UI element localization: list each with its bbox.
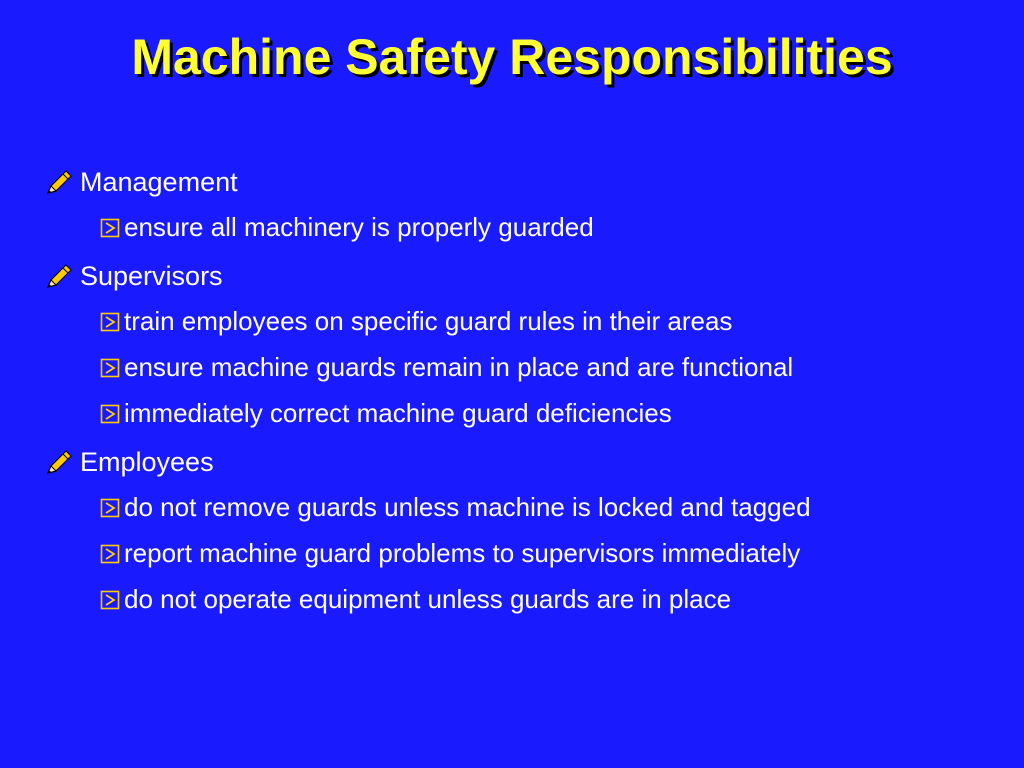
arrow-box-icon <box>100 218 120 238</box>
bullet-text: immediately correct machine guard deficiencies <box>124 398 672 428</box>
section-heading <box>44 163 1004 201</box>
bullet-text: report machine guard problems to supervisors immediately <box>124 538 801 568</box>
bullet-item <box>44 583 1004 616</box>
section-management <box>44 163 1004 244</box>
bullet-text: ensure machine guards remain in place and are functional <box>124 352 794 382</box>
section-heading-text: Supervisors <box>80 261 223 291</box>
pencil-icon <box>44 169 74 197</box>
arrow-box-icon <box>100 590 120 610</box>
section-heading-text: Employees <box>80 447 214 477</box>
section-supervisors <box>44 257 1004 430</box>
bullet-item <box>44 211 1004 244</box>
section-heading <box>44 257 1004 295</box>
arrow-box-icon <box>100 404 120 424</box>
arrow-box-icon <box>100 312 120 332</box>
section-heading <box>44 443 1004 481</box>
bullet-text: do not operate equipment unless guards are in place <box>124 584 732 614</box>
section-heading-text: Management <box>80 167 238 197</box>
slide-content <box>44 163 1004 629</box>
arrow-box-icon <box>100 498 120 518</box>
pencil-icon <box>44 263 74 291</box>
arrow-box-icon <box>100 544 120 564</box>
bullet-item <box>44 537 1004 570</box>
bullet-item <box>44 491 1004 524</box>
pencil-icon <box>44 449 74 477</box>
bullet-item <box>44 305 1004 338</box>
bullet-text: train employees on specific guard rules in their areas <box>124 306 733 336</box>
section-employees <box>44 443 1004 616</box>
slide-title: Machine Safety Responsibilities <box>131 29 893 85</box>
arrow-box-icon <box>100 358 120 378</box>
bullet-text: do not remove guards unless machine is locked and tagged <box>124 492 811 522</box>
bullet-item <box>44 397 1004 430</box>
bullet-text: ensure all machinery is properly guarded <box>124 212 594 242</box>
bullet-item <box>44 351 1004 384</box>
